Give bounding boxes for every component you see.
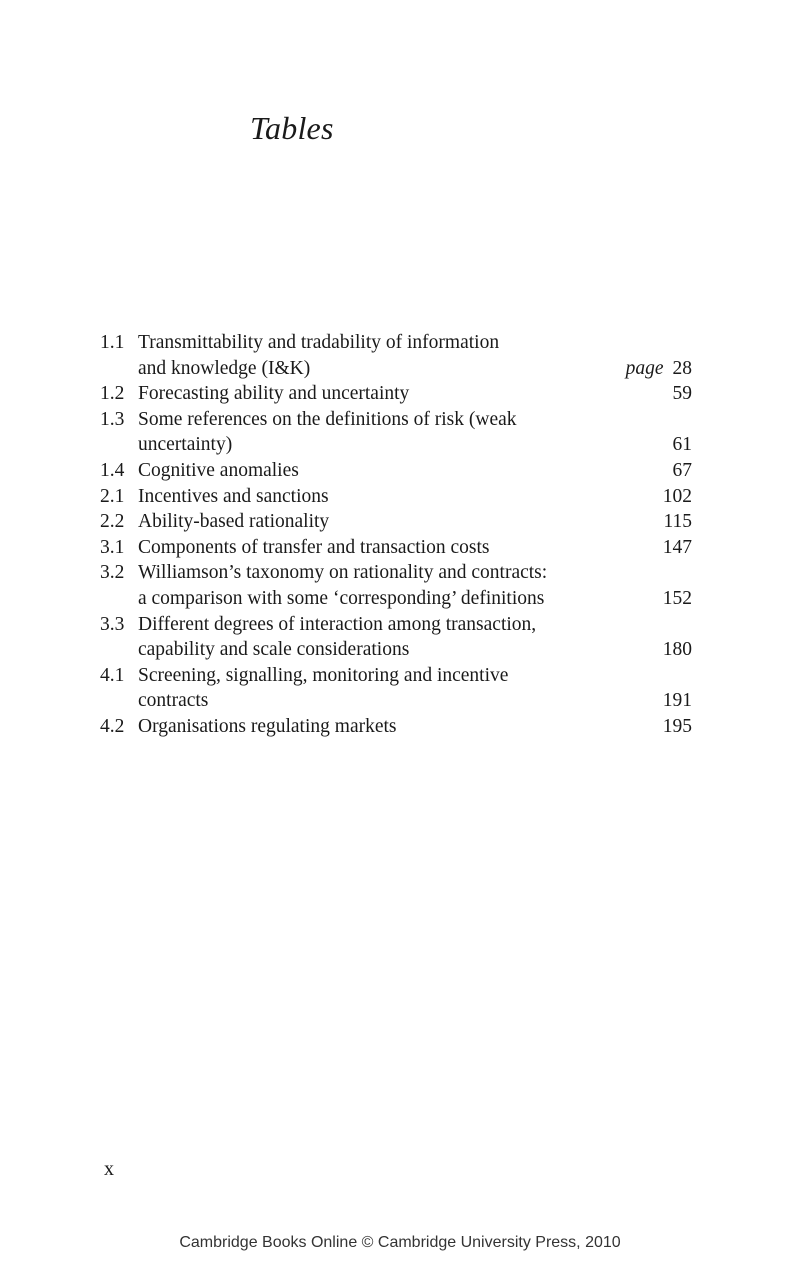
table-number: 1.3: [100, 408, 125, 430]
table-number: 3.3: [100, 613, 125, 635]
list-item: [100, 381, 692, 407]
caption-line: Incentives and sanctions: [138, 485, 329, 507]
table-caption: [138, 458, 608, 484]
caption-line: Screening, signalling, monitoring and incentive: [138, 664, 509, 686]
page-number: 191: [662, 690, 692, 712]
list-item: [100, 484, 692, 510]
list-item: [100, 612, 692, 663]
caption-line: Components of transfer and transaction costs: [138, 536, 490, 558]
page-number: 102: [662, 485, 692, 507]
list-item: [100, 509, 692, 535]
page-ref: [608, 356, 692, 382]
caption-line: capability and scale considerations: [138, 639, 410, 661]
caption-line: Some references on the definitions of risk (weak: [138, 408, 517, 430]
tables-list: [100, 330, 692, 740]
table-caption: [138, 484, 608, 510]
table-number: 1.1: [100, 332, 125, 353]
list-item: [100, 407, 692, 458]
table-caption: [138, 330, 608, 381]
copyright-footer: Cambridge Books Online © Cambridge University Press, 2010: [179, 1234, 621, 1251]
page-prefix: page: [625, 357, 664, 379]
caption-line: Forecasting ability and uncertainty: [138, 383, 410, 405]
page-number: 147: [662, 536, 692, 558]
page-number: 61: [672, 434, 692, 456]
caption-line: uncertainty): [138, 434, 233, 456]
list-item: [100, 714, 692, 740]
list-item: [100, 663, 692, 714]
caption-line: and knowledge (I&K): [138, 357, 311, 379]
table-caption: [138, 535, 608, 561]
list-item: [100, 535, 692, 561]
caption-line: Ability-based rationality: [138, 511, 330, 533]
table-number: 4.1: [100, 664, 125, 686]
table-number: 1.2: [100, 383, 125, 405]
caption-line: Organisations regulating markets: [138, 715, 397, 737]
table-number: 2.2: [100, 511, 125, 533]
table-caption: [138, 407, 608, 458]
caption-line: a comparison with some ‘corresponding’ definitions: [138, 587, 545, 609]
caption-line: Cognitive anomalies: [138, 459, 299, 481]
table-caption: [138, 560, 608, 611]
page-number: 195: [662, 715, 692, 737]
table-caption: [138, 612, 608, 663]
list-item: [100, 330, 692, 381]
caption-line: Transmittability and tradability of information: [138, 332, 500, 353]
page-number: 28: [672, 357, 692, 379]
caption-line: contracts: [138, 690, 209, 712]
table-number: 3.1: [100, 536, 125, 558]
page-number: 59: [672, 383, 692, 405]
table-number: 4.2: [100, 715, 125, 737]
table-number: 1.4: [100, 459, 125, 481]
table-number: 3.2: [100, 562, 125, 584]
table-caption: [138, 509, 608, 535]
caption-line: Williamson’s taxonomy on rationality and contracts:: [138, 562, 548, 584]
page-number: 180: [662, 639, 692, 661]
page-title: Tables: [250, 110, 334, 146]
page-number: 152: [662, 587, 692, 609]
caption-line: Different degrees of interaction among transaction,: [138, 613, 537, 635]
list-item: [100, 458, 692, 484]
page-folio: x: [104, 1158, 114, 1180]
page-number: 115: [663, 511, 692, 533]
table-caption: [138, 663, 608, 714]
table-caption: [138, 381, 608, 407]
table-caption: [138, 714, 608, 740]
table-number: 2.1: [100, 485, 125, 507]
list-item: [100, 560, 692, 611]
page-number: 67: [672, 459, 692, 481]
